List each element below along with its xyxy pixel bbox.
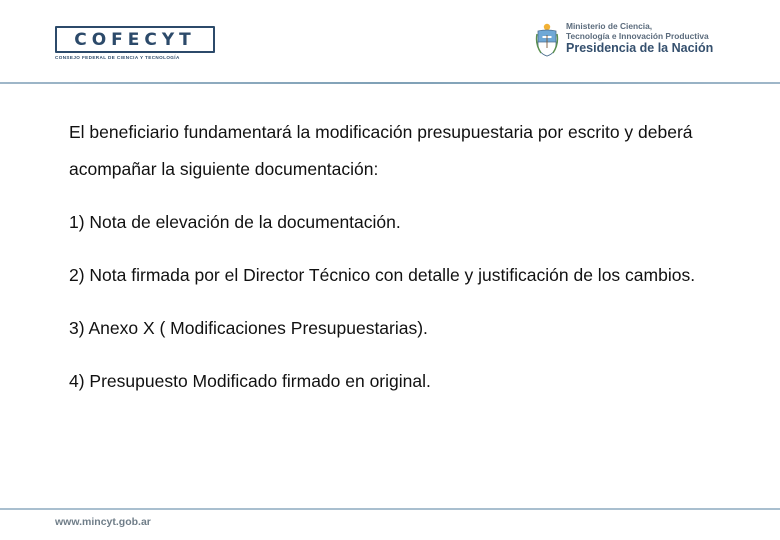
footer-url-link[interactable]: www.mincyt.gob.ar — [55, 516, 151, 528]
ministry-logo — [535, 22, 713, 58]
argentina-coat-of-arms-icon — [535, 22, 559, 58]
ministry-name-line1: Ministerio de Ciencia, — [566, 21, 653, 31]
ministry-name-line2: Tecnología e Innovación Productiva — [566, 30, 709, 41]
ministry-text — [566, 22, 713, 55]
footer-divider — [0, 508, 780, 510]
document-body — [69, 114, 749, 400]
header-divider — [0, 82, 780, 84]
cofecyt-wordmark: COFECYT — [55, 26, 215, 53]
page-header — [0, 0, 780, 86]
presidency-name: Presidencia de la Nación — [566, 41, 714, 56]
intro-paragraph: El beneficiario fundamentará la modificación presupuestaria por escrito y deberá acompañar la siguiente documentación: — [69, 122, 693, 179]
list-item-2: 2) Nota firmada por el Director Técnico con detalle y justificación de los cambios. — [69, 265, 696, 285]
cofecyt-subtitle: CONSEJO FEDERAL DE CIENCIA Y TECNOLOGÍA — [55, 55, 180, 60]
cofecyt-logo — [55, 26, 215, 60]
list-item-3: 3) Anexo X ( Modificaciones Presupuestarias). — [69, 318, 428, 338]
list-item-4: 4) Presupuesto Modificado firmado en original. — [69, 371, 431, 391]
list-item-1: 1) Nota de elevación de la documentación. — [69, 212, 401, 232]
